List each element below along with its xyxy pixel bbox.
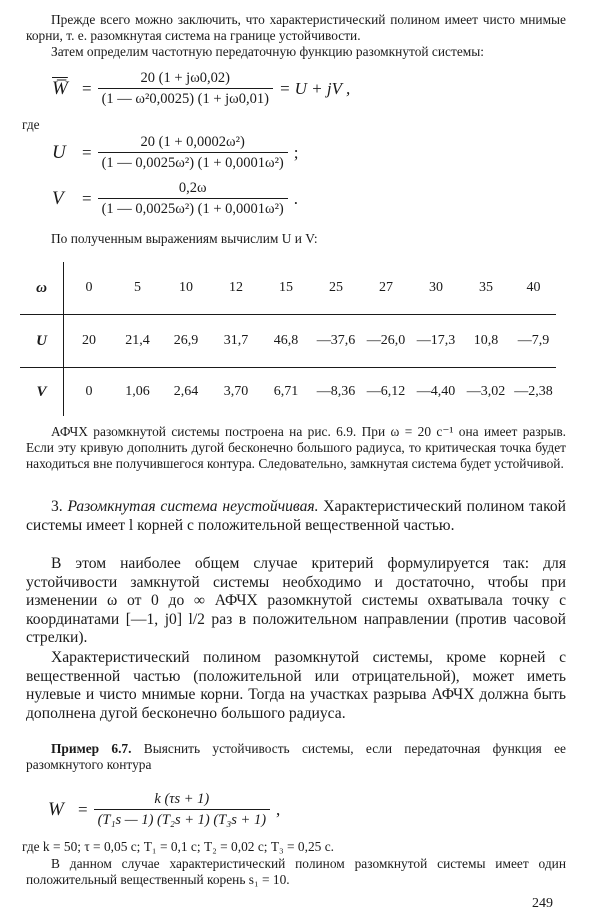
where-label: где (22, 117, 40, 132)
formula-w-eq: = (82, 79, 92, 98)
formula-example (48, 791, 280, 829)
table-cell: —7,9 (511, 315, 556, 368)
formula-v-denominator: (1 — 0,0025ω²) (1 + 0,0001ω²) (98, 198, 288, 218)
formula-example-fraction (94, 791, 270, 829)
page-number: 249 (532, 896, 553, 911)
table-cell: 21,4 (114, 315, 161, 368)
formula-u-eq: = (82, 143, 92, 162)
formula-w-fraction (98, 70, 273, 108)
table-cell: 10 (161, 262, 211, 315)
example-text: Выяснить устойчивость системы, если передаточная функция ее разомкнутого контура (26, 741, 566, 772)
table-row-label: ω (20, 262, 64, 315)
formula-example-lhs: W (48, 799, 64, 820)
table-cell: 40 (511, 262, 556, 315)
table-cell: 26,9 (161, 315, 211, 368)
table-cell: —4,40 (416, 384, 456, 399)
formula-u-fraction (98, 134, 288, 172)
formula-v-tail: . (293, 189, 298, 208)
table-cell: 25 (311, 262, 361, 315)
table-cell: 12 (211, 262, 261, 315)
table-row-v (20, 368, 556, 417)
example-label: Пример 6.7. (51, 741, 132, 756)
formula-example-numerator: k (τs + 1) (154, 791, 210, 807)
table-cell: —37,6 (311, 315, 361, 368)
afch-paragraph: АФЧХ разомкнутой системы построена на рис. 6.9. При ω = 20 с⁻¹ она имеет разрыв. Если эту кривую дополнить дугой бесконечно большого радиуса, то критическая точка будет находиться вне получившегося контура. Следовательно, замкнутая система будет устойчивой. (26, 424, 566, 471)
table-cell: 3,70 (223, 384, 249, 399)
table-cell: 20 (64, 315, 115, 368)
table-cell: 2,64 (173, 384, 199, 399)
parameters-line: где k = 50; τ = 0,05 с; T₁ = 0,1 с; T₂ = 0,02 с; T₃ = 0,25 с. (22, 839, 334, 854)
table-cell: 27 (361, 262, 411, 315)
case-3-title: Разомкнутая система неустойчивая. (67, 498, 319, 515)
formula-v (52, 180, 298, 218)
case-3-paragraph (26, 498, 566, 535)
table-cell: —26,0 (361, 315, 411, 368)
formula-w (52, 70, 350, 108)
formula-v-lhs: V (52, 188, 64, 209)
table-cell: —6,12 (366, 384, 406, 399)
table-cell: 30 (411, 262, 461, 315)
formula-u-denominator: (1 — 0,0025ω²) (1 + 0,0001ω²) (98, 152, 288, 172)
table-cell: 6,71 (273, 384, 299, 399)
formula-v-eq: = (82, 189, 92, 208)
formula-w-tail: = U + jV , (278, 79, 351, 98)
formula-u-numerator: 20 (1 + 0,0002ω²) (140, 134, 245, 150)
table-row-omega (20, 262, 556, 315)
formula-w-numerator: 20 (1 + jω0,02) (140, 70, 230, 86)
table-cell: 0 (64, 262, 115, 315)
table-cell: 46,8 (261, 315, 311, 368)
table-cell: 1,06 (125, 384, 150, 399)
case-3-text: Характеристический полином такой системы имеет l корней с положительной вещественной частью. (26, 498, 566, 534)
table-cell: 0 (85, 384, 93, 399)
table-cell: 31,7 (211, 315, 261, 368)
table-cell: 15 (261, 262, 311, 315)
formula-w-lhs: W̅ (52, 78, 68, 99)
example-paragraph (26, 741, 566, 773)
table-row-label: U (20, 315, 64, 368)
intro-paragraph-1: Прежде всего можно заключить, что характеристический полином имеет чисто мнимые корни, т. е. разомкнутая система на границе устойчивости. (26, 12, 566, 43)
table-row-u (20, 315, 556, 368)
table-cell: —17,3 (411, 315, 461, 368)
table-cell: —2,38 (514, 384, 553, 399)
table-row-label: V (20, 368, 64, 417)
table-cell: —3,02 (466, 384, 506, 399)
table-cell: 5 (114, 262, 161, 315)
intro-paragraph-2: Затем определим частотную передаточную функцию разомкнутой системы: (51, 44, 484, 59)
last-paragraph: В данном случае характеристический полином разомкнутой системы имеет один положительный вещественный корень s₁ = 10. (26, 856, 566, 887)
formula-u-lhs: U (52, 142, 66, 163)
table-cell: 35 (461, 262, 511, 315)
formula-w-denominator: (1 — ω²0,0025) (1 + jω0,01) (98, 88, 273, 108)
formula-v-fraction (98, 180, 288, 218)
formula-v-numerator: 0,2ω (178, 180, 207, 196)
characteristic-paragraph: Характеристический полином разомкнутой системы, кроме корней с вещественной частью (положительной или отрицательной), может иметь нулевые и чисто мнимые корни. Тогда на участках разрыва АФЧХ должна быть дополнена дугой бесконечно большого радиуса. (26, 649, 566, 722)
table-intro: По полученным выражениям вычислим U и V: (51, 231, 318, 246)
formula-example-denominator: (T₁s — 1) (T₂s + 1) (T₃s + 1) (94, 809, 270, 829)
table-cell: —8,36 (316, 384, 356, 399)
formula-u (52, 134, 298, 172)
values-table (20, 262, 556, 416)
criterion-paragraph: В этом наиболее общем случае критерий формулируется так: для устойчивости замкнутой системы необходимо и достаточно, чтобы при изменении ω от 0 до ∞ АФЧХ разомкнутой системы охватывала точку с координатами [—1, j0] l/2 раз в положительном направлении (против часовой стрелки). (26, 555, 566, 647)
formula-example-tail: , (276, 800, 281, 819)
formula-u-tail: ; (293, 143, 299, 162)
table-cell: 10,8 (461, 315, 511, 368)
formula-example-eq: = (78, 800, 88, 819)
case-3-number: 3. (51, 498, 63, 515)
